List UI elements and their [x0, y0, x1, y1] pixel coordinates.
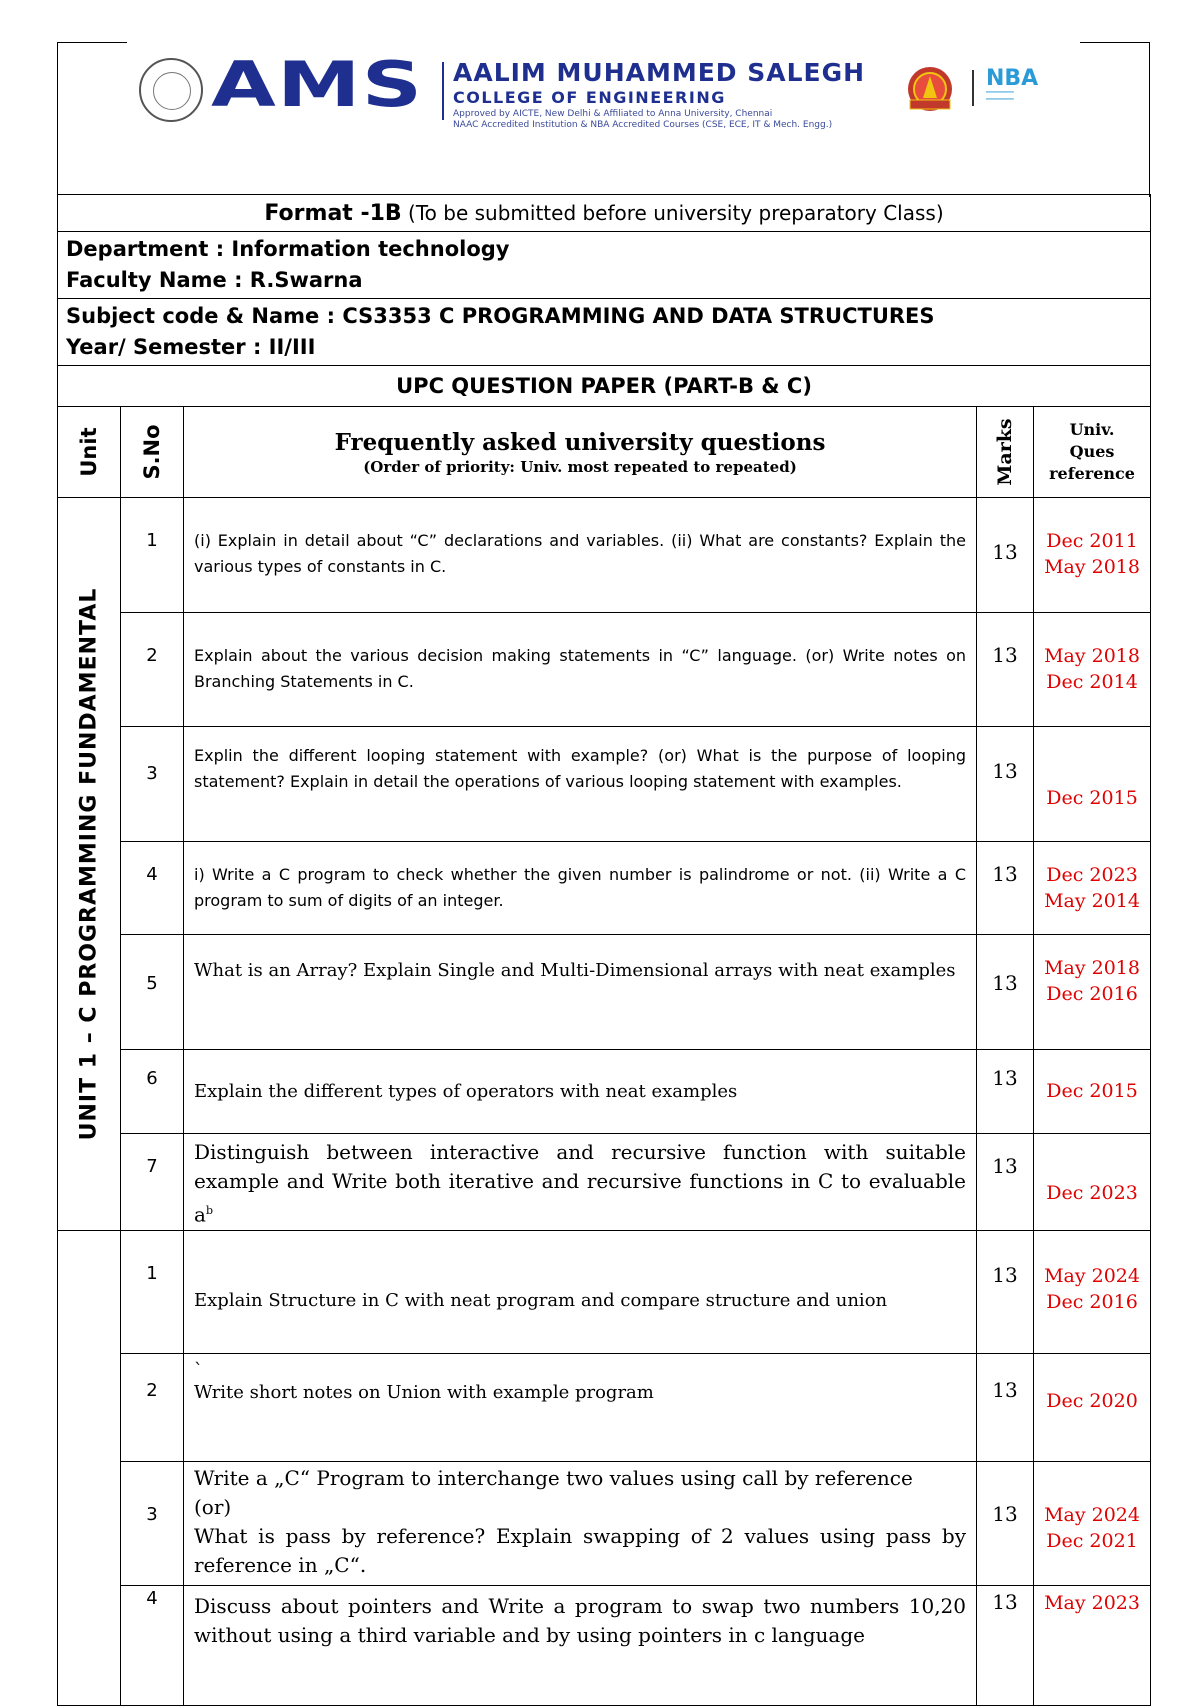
frame-top-left — [57, 42, 127, 43]
sno: 1 — [121, 498, 184, 613]
marks: 13 — [977, 727, 1034, 842]
college-header — [139, 48, 1119, 144]
question-superscript: b — [205, 1204, 213, 1217]
question-text: What is an Array? Explain Single and Multi-Dimensional arrays with neat examples — [184, 935, 977, 1050]
header-question-note: (Order of priority: Univ. most repeated to repeated) — [363, 457, 797, 476]
reference — [1034, 1353, 1151, 1461]
table-row — [58, 1230, 1151, 1353]
approval-line-2: NAAC Accredited Institution & NBA Accredited Courses (CSE, ECE, IT & Mech. Engg.) — [453, 120, 833, 130]
reference-2: Dec 2016 — [1046, 1290, 1138, 1313]
header-question-title: Frequently asked university questions — [334, 428, 826, 456]
reference — [1034, 1585, 1151, 1705]
approval-text — [453, 109, 832, 131]
table-header-row — [58, 407, 1151, 498]
reference-1: Dec 2020 — [1046, 1389, 1138, 1412]
reference-2: May 2018 — [1044, 556, 1140, 578]
question-mark: ` — [194, 1359, 203, 1381]
subject-code-name: Subject code & Name : CS3353 C PROGRAMMING AND DATA STRUCTURES — [66, 304, 935, 328]
marks: 13 — [977, 935, 1034, 1050]
question-main: Write short notes on Union with example program — [194, 1381, 654, 1403]
header-unit — [58, 407, 121, 498]
question-text — [184, 1353, 977, 1461]
table-row — [58, 727, 1151, 842]
year-semester: Year/ Semester : II/III — [66, 335, 316, 359]
badge-divider — [972, 70, 974, 106]
sno: 2 — [121, 613, 184, 727]
reference — [1034, 1461, 1151, 1585]
college-subtitle: COLLEGE OF ENGINEERING — [453, 88, 726, 107]
question-part-b: (or) — [194, 1494, 232, 1519]
marks: 13 — [977, 1461, 1034, 1585]
reference-1: Dec 2015 — [1046, 787, 1138, 809]
table-row — [58, 1585, 1151, 1705]
table-row — [58, 613, 1151, 727]
sno: 2 — [121, 1353, 184, 1461]
question-text: Explin the different looping statement with example? (or) What is the purpose of looping statement? Explain in detail the operations of various looping statement with examples. — [184, 727, 977, 842]
sno: 1 — [121, 1230, 184, 1353]
header-sno — [121, 407, 184, 498]
question-text: Explain the different types of operators with neat examples — [184, 1050, 977, 1134]
header-ref-line-3: reference — [1049, 464, 1135, 483]
reference-1: Dec 2011 — [1046, 530, 1138, 552]
question-text: Explain Structure in C with neat program and compare structure and union — [184, 1230, 977, 1353]
table-row — [58, 1461, 1151, 1585]
sno: 7 — [121, 1134, 184, 1231]
frame-top-right — [1080, 42, 1150, 43]
reference — [1034, 498, 1151, 613]
sno: 5 — [121, 935, 184, 1050]
reference — [1034, 1050, 1151, 1134]
sno: 4 — [121, 842, 184, 935]
question-text — [184, 1461, 977, 1585]
question-table — [57, 194, 1151, 1706]
question-text: Discuss about pointers and Write a program to swap two numbers 10,20 without using a third variable and by using pointers in c language — [184, 1585, 977, 1705]
marks: 13 — [977, 1050, 1034, 1134]
table-row — [58, 1353, 1151, 1461]
faculty-name: Faculty Name : R.Swarna — [66, 268, 363, 292]
table-row — [58, 935, 1151, 1050]
subject-year-row — [58, 299, 1151, 366]
reference-1: Dec 2023 — [1046, 864, 1138, 886]
nba-emblem-icon: ▔▔▔▔▔▔ ▔▔▔▔▔▔ — [986, 92, 1014, 106]
reference-1: May 2023 — [1044, 1591, 1140, 1614]
reference — [1034, 727, 1151, 842]
table-row — [58, 842, 1151, 935]
sno: 6 — [121, 1050, 184, 1134]
reference-1: May 2024 — [1044, 1264, 1140, 1287]
unit1-label: UNIT 1 – C PROGRAMMING FUNDAMENTAL — [76, 587, 102, 1141]
question-text: (i) Explain in detail about “C” declarations and variables. (ii) What are constants? Explain the various types of constants in C. — [184, 498, 977, 613]
reference — [1034, 1230, 1151, 1353]
approval-line-1: Approved by AICTE, New Delhi & Affiliated to Anna University, Chennai — [453, 109, 773, 119]
question-text: i) Write a C program to check whether the given number is palindrome or not. (ii) Write a C program to sum of digits of an integer. — [184, 842, 977, 935]
question-main: Distinguish between interactive and recursive function with suitable example and Write both iterative and recursive functions in C to evaluable a — [194, 1140, 966, 1227]
reference — [1034, 935, 1151, 1050]
reference-2: Dec 2014 — [1046, 671, 1138, 693]
reference — [1034, 1134, 1151, 1231]
department: Department : Information technology — [66, 237, 510, 261]
marks: 13 — [977, 1134, 1034, 1231]
marks: 13 — [977, 1585, 1034, 1705]
department-faculty-row — [58, 232, 1151, 299]
marks: 13 — [977, 613, 1034, 727]
marks: 13 — [977, 1353, 1034, 1461]
header-question — [184, 407, 977, 498]
reference-2: Dec 2021 — [1046, 1529, 1138, 1552]
sno: 3 — [121, 727, 184, 842]
reference-1: May 2024 — [1044, 1503, 1140, 1526]
college-name: AALIM MUHAMMED SALEGH — [453, 58, 866, 87]
marks: 13 — [977, 842, 1034, 935]
reference-1: Dec 2015 — [1046, 1080, 1138, 1102]
paper-title: UPC QUESTION PAPER (PART-B & C) — [58, 366, 1151, 407]
reference-1: May 2018 — [1044, 957, 1140, 979]
frame-right — [1149, 42, 1150, 197]
header-reference — [1034, 407, 1151, 498]
ams-logo: AMS — [211, 48, 424, 121]
table-row — [58, 1134, 1151, 1231]
question-text — [184, 1134, 977, 1231]
header-unit-label: Unit — [77, 427, 101, 477]
format-row — [58, 195, 1151, 232]
sno: 4 — [121, 1585, 184, 1705]
reference-1: Dec 2023 — [1046, 1182, 1138, 1204]
header-sno-label: S.No — [140, 424, 164, 480]
university-seal-icon — [139, 58, 203, 122]
reference-2: Dec 2016 — [1046, 983, 1138, 1005]
reference — [1034, 613, 1151, 727]
question-text: Explain about the various decision making statements in “C” language. (or) Write notes on Branching Statements in C. — [184, 613, 977, 727]
unit1-cell — [58, 498, 121, 1231]
format-title: Format -1B — [264, 200, 402, 226]
naac-badge-icon — [901, 62, 959, 120]
reference — [1034, 842, 1151, 935]
reference-1: May 2018 — [1044, 645, 1140, 667]
table-row — [58, 498, 1151, 613]
question-part-c: What is pass by reference? Explain swapping of 2 values using pass by reference in „C“. — [194, 1523, 966, 1577]
question-part-a: Write a „C“ Program to interchange two values using call by reference — [194, 1465, 913, 1490]
marks: 13 — [977, 498, 1034, 613]
header-marks — [977, 407, 1034, 498]
logo-divider — [442, 62, 444, 120]
header-ref-line-1: Univ. — [1069, 420, 1115, 439]
header-marks-label: Marks — [994, 418, 1016, 486]
nba-logo: NBA — [986, 66, 1039, 91]
unit2-cell — [58, 1230, 121, 1705]
sno: 3 — [121, 1461, 184, 1585]
reference-2: May 2014 — [1044, 890, 1140, 912]
header-ref-line-2: Ques — [1069, 442, 1115, 461]
table-row — [58, 1050, 1151, 1134]
format-note: (To be submitted before university preparatory Class) — [408, 200, 944, 225]
marks: 13 — [977, 1230, 1034, 1353]
